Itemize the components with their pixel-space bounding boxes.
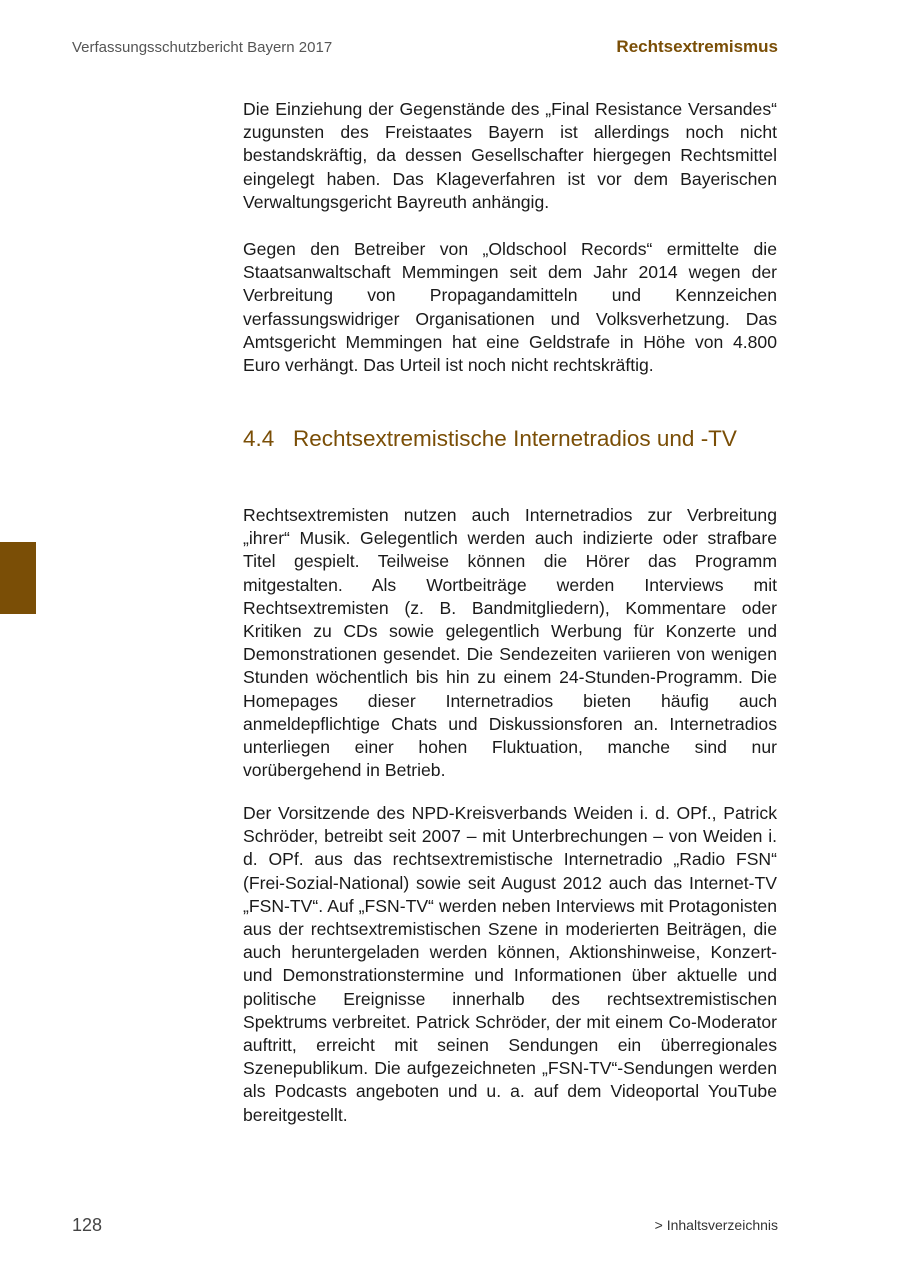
table-of-contents-link[interactable]: > Inhaltsverzeichnis [654,1217,778,1233]
chapter-tab-marker [0,542,36,614]
running-header-chapter: Rechtsextremismus [616,37,778,56]
paragraph: Der Vorsitzende des NPD-Kreisverbands Weiden i. d. OPf., Patrick Schröder, betreibt seit 2007 – mit Unterbrechungen – von Weiden i. d. OPf. aus das rechtsextremistische Internetradio „Radio FSN“ (Frei-Sozial-National) sowie seit August 2012 auch das Internet-TV „FSN-TV“. Auf „FSN-TV“ werden neben Interviews mit Protagonisten aus der rechtsextremistischen Szene in moderierten Beiträgen, die auch heruntergeladen werden können, Aktionshinweise, Konzert- und Demonstrationstermine und Informationen über aktuelle und politische Ereignisse innerhalb des rechtsextremistischen Spektrums verbreitet. Patrick Schröder, der mit einem Co-Moderator auftritt, erreicht mit seinen Sendungen ein überregionales Szenepublikum. Die aufgezeichneten „FSN-TV“-Sendungen werden als Podcasts angeboten und u. a. auf dem Videoportal YouTube bereitgestellt. [243,803,777,1125]
page-number: 128 [72,1215,103,1235]
section-title: Rechtsextremistische Internetradios und -TV [293,426,737,451]
paragraph: Die Einziehung der Gegenstände des „Final Resistance Versandes“ zugunsten des Freistaates Bayern ist allerdings noch nicht bestandskräftig, da dessen Gesellschafter hiergegen Rechtsmittel eingelegt haben. Das Klageverfahren ist vor dem Bayerischen Verwaltungsgericht Bayreuth anhängig. [243,99,777,212]
paragraph: Gegen den Betreiber von „Oldschool Records“ ermittelte die Staatsanwaltschaft Memmingen seit dem Jahr 2014 wegen der Verbreitung von Propagandamitteln und Kennzeichen verfassungswidriger Organisationen und Volksverhetzung. Das Amtsgericht Memmingen hat eine Geldstrafe in Höhe von 4.800 Euro verhängt. Das Urteil ist noch nicht rechtskräftig. [243,239,777,376]
section-heading [243,424,777,453]
running-header-publication: Verfassungsschutzbericht Bayern 2017 [72,39,333,56]
paragraph: Rechtsextremisten nutzen auch Internetradios zur Verbreitung „ihrer“ Musik. Gelegentlich werden auch indizierte oder strafbare Titel gespielt. Teilweise können die Hörer das Programm mitgestalten. Als Wortbeiträge werden Interviews mit Rechtsextremisten (z. B. Bandmitgliedern), Kommentare oder Kritiken zu CDs sowie gelegentlich Werbung für Konzerte und Demonstrationen gesendet. Die Sendezeiten variieren von wenigen Stunden wöchentlich bis hin zu einem 24-Stunden-Programm. Die Homepages dieser Internetradios bieten häufig auch anmeldepflichtige Chats und Diskussionsforen an. Internetradios unterliegen einer hohen Fluktuation, manche sind nur vorübergehend in Betrieb. [243,505,777,781]
section-number: 4.4 [243,426,275,451]
